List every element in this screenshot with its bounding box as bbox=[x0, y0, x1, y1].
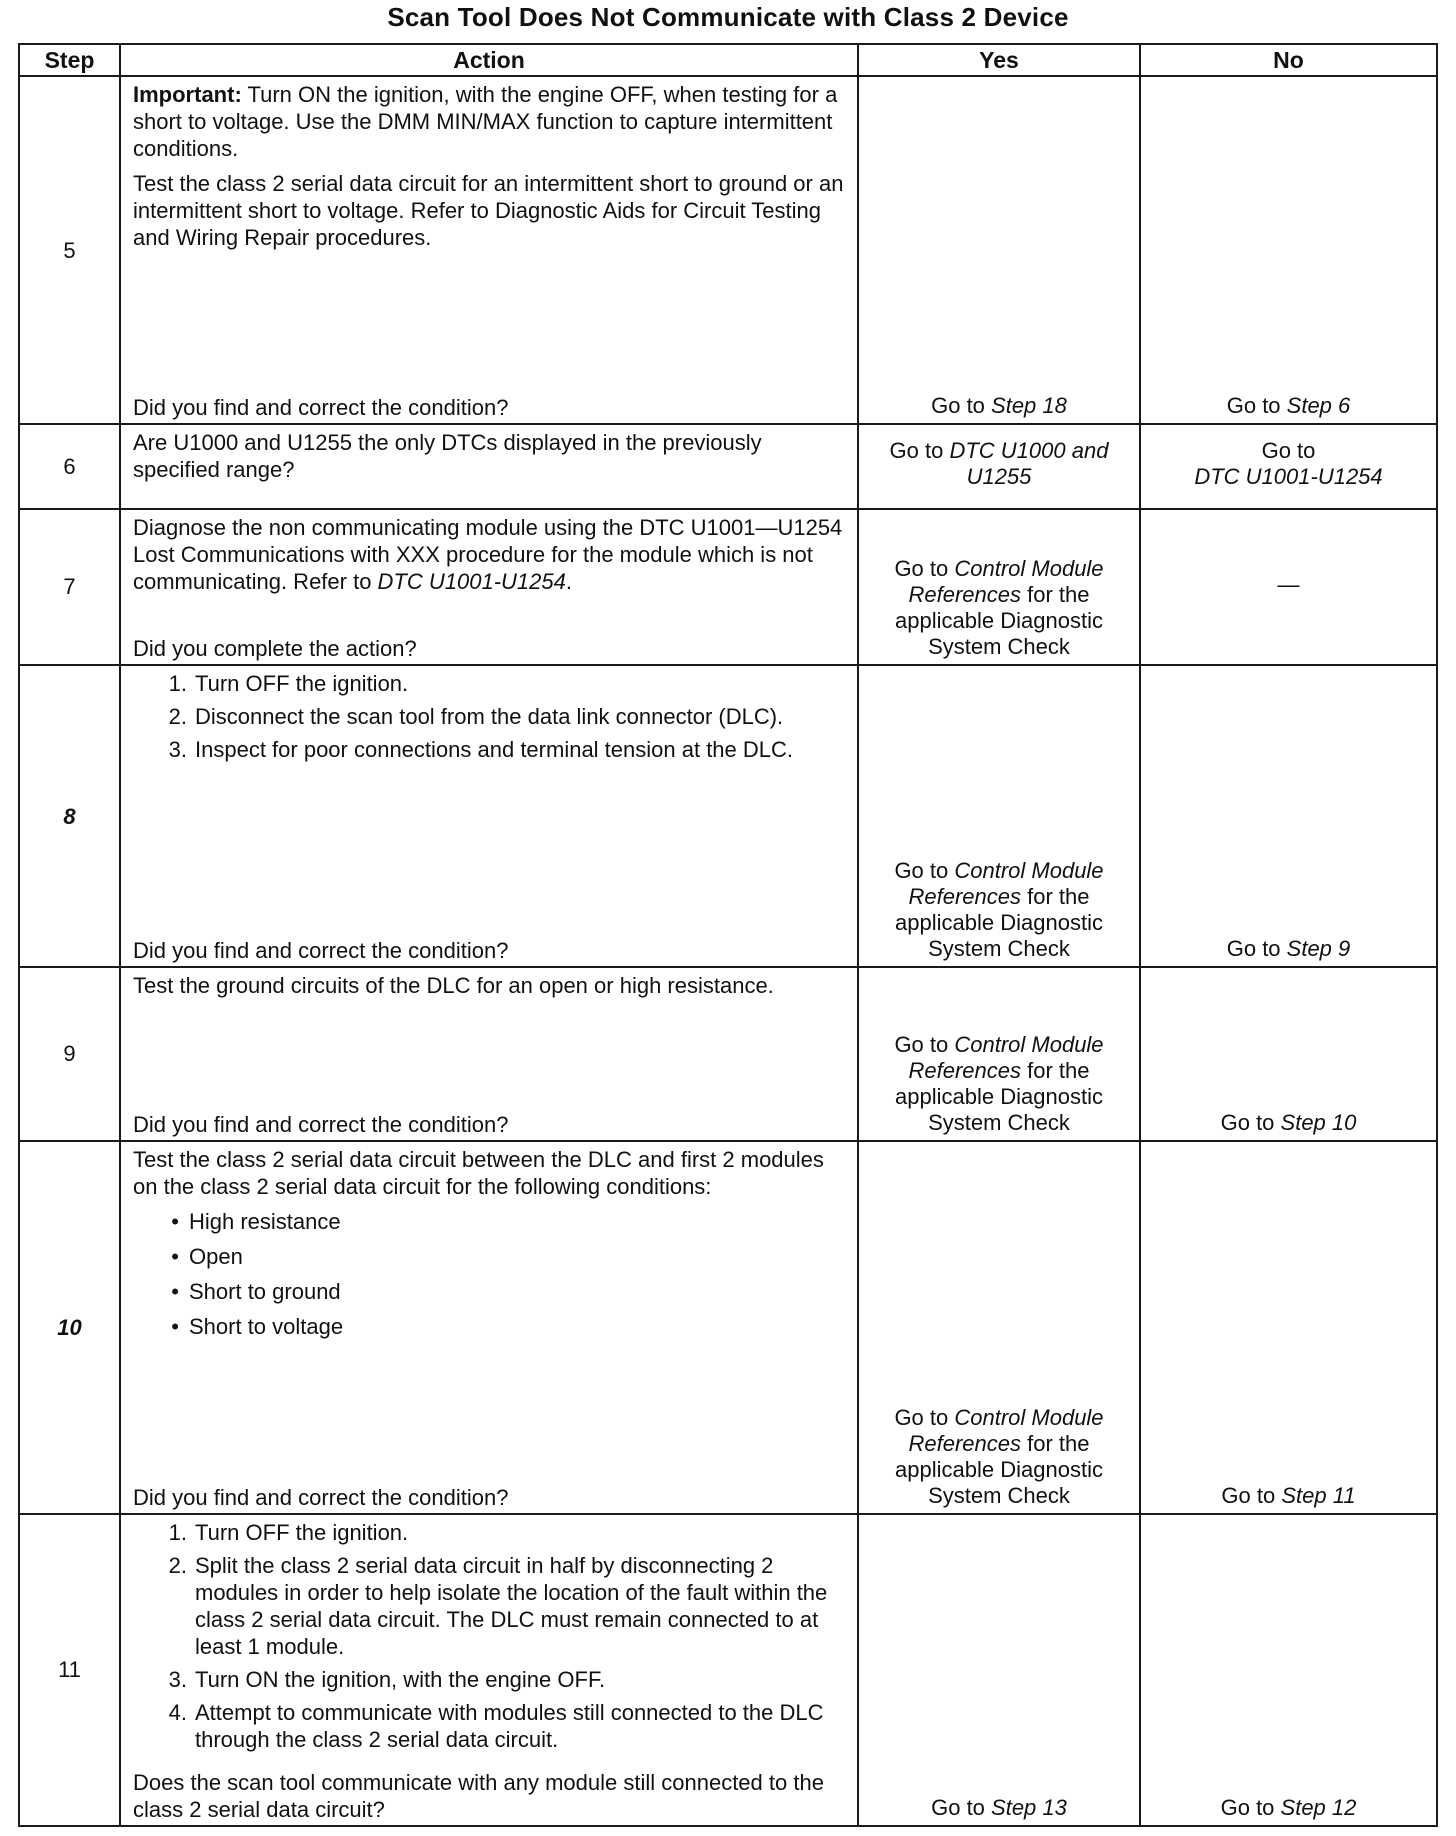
step-number: 9 bbox=[19, 967, 120, 1140]
action-text-prefix: Diagnose the non communicating module using the DTC U1001—U1254 Lost Communications with XXX procedure for the module which is not communicating. Refer to bbox=[133, 514, 843, 594]
yes-link[interactable]: Control Module References bbox=[908, 1031, 1104, 1083]
yes-prefix: Go to bbox=[889, 438, 950, 464]
table-row bbox=[19, 76, 1437, 424]
list-text: High resistance bbox=[189, 1208, 341, 1234]
list-text: Attempt to communicate with modules still connected to the DLC through the class 2 serial data circuit. bbox=[195, 1699, 824, 1752]
no-prefix: Go to bbox=[1220, 1795, 1281, 1820]
step-number: 11 bbox=[19, 1514, 120, 1827]
action-cell bbox=[120, 76, 858, 424]
action-cell bbox=[120, 509, 858, 665]
page-title: Scan Tool Does Not Communicate with Class 2 Device bbox=[387, 2, 1069, 32]
list-item bbox=[133, 1208, 849, 1235]
list-number: 1. bbox=[168, 670, 187, 696]
list-item bbox=[133, 736, 849, 763]
list-text: Turn OFF the ignition. bbox=[195, 670, 409, 696]
no-link[interactable]: Step 6 bbox=[1286, 392, 1351, 418]
list-text: Disconnect the scan tool from the data link connector (DLC). bbox=[195, 703, 784, 729]
list-text: Turn OFF the ignition. bbox=[195, 1519, 409, 1545]
action-text: Test the ground circuits of the DLC for an open or high resistance. bbox=[133, 973, 774, 999]
list-item bbox=[133, 1519, 849, 1546]
yes-link[interactable]: Control Module References bbox=[908, 1404, 1104, 1456]
table-row bbox=[19, 509, 1437, 665]
no-link[interactable]: Step 9 bbox=[1286, 936, 1351, 962]
yes-result bbox=[858, 967, 1140, 1140]
yes-prefix: Go to bbox=[931, 1795, 992, 1820]
list-item bbox=[133, 1699, 849, 1753]
no-link[interactable]: Step 12 bbox=[1280, 1795, 1357, 1820]
list-item bbox=[133, 1666, 849, 1693]
action-header: Action bbox=[120, 44, 858, 76]
step-number: 10 bbox=[19, 1141, 120, 1514]
list-number: 2. bbox=[168, 703, 187, 729]
action-question: Does the scan tool communicate with any module still connected to the class 2 serial data circuit? bbox=[133, 1770, 824, 1822]
no-header: No bbox=[1140, 44, 1437, 76]
action-cell bbox=[120, 967, 858, 1140]
yes-result bbox=[858, 76, 1140, 424]
step-header: Step bbox=[19, 44, 120, 76]
yes-link[interactable]: DTC U1000 and U1255 bbox=[949, 438, 1109, 490]
no-result bbox=[1140, 1514, 1437, 1827]
table-row bbox=[19, 665, 1437, 967]
list-item bbox=[133, 1243, 849, 1270]
yes-suffix: for the applicable Diagnostic System Check bbox=[895, 581, 1103, 659]
no-prefix: Go to bbox=[1220, 1109, 1281, 1135]
no-link[interactable]: Step 11 bbox=[1281, 1482, 1356, 1508]
list-text: Inspect for poor connections and terminal tension at the DLC. bbox=[195, 736, 794, 762]
no-prefix: Go to bbox=[1226, 392, 1287, 418]
numbered-list bbox=[133, 1519, 849, 1759]
action-cell bbox=[120, 1514, 858, 1827]
no-result bbox=[1140, 76, 1437, 424]
step-number: 6 bbox=[19, 424, 120, 509]
action-question: Did you complete the action? bbox=[133, 635, 417, 661]
action-cell bbox=[120, 665, 858, 967]
bullet: • bbox=[171, 1208, 179, 1234]
action-question: Are U1000 and U1255 the only DTCs displayed in the previously specified range? bbox=[133, 429, 762, 482]
table-row bbox=[19, 967, 1437, 1140]
list-text: Open bbox=[189, 1243, 243, 1269]
list-item bbox=[133, 670, 849, 697]
action-cell bbox=[120, 424, 858, 509]
important-note bbox=[133, 81, 849, 162]
dtc-link[interactable]: DTC U1001-U1254 bbox=[377, 568, 566, 594]
numbered-list bbox=[133, 670, 849, 769]
yes-result bbox=[858, 1141, 1140, 1514]
no-result: — bbox=[1140, 509, 1437, 665]
important-text: Turn ON the ignition, with the engine OFF, when testing for a short to voltage. Use the DMM MIN/MAX function to capture intermittent conditions. bbox=[133, 82, 838, 162]
yes-prefix: Go to bbox=[894, 1404, 955, 1430]
table-row bbox=[19, 1141, 1437, 1514]
no-prefix: Go to bbox=[1261, 438, 1316, 464]
no-link[interactable]: Step 10 bbox=[1280, 1109, 1357, 1135]
yes-suffix: for the applicable Diagnostic System Check bbox=[895, 1430, 1103, 1508]
yes-prefix: Go to bbox=[894, 555, 955, 581]
list-number: 4. bbox=[168, 1699, 187, 1725]
yes-prefix: Go to bbox=[894, 858, 955, 884]
list-item bbox=[133, 1278, 849, 1305]
step-number: 7 bbox=[19, 509, 120, 665]
list-text: Short to ground bbox=[189, 1278, 341, 1304]
diagnostic-table bbox=[18, 43, 1438, 1827]
list-number: 3. bbox=[168, 736, 187, 762]
yes-prefix: Go to bbox=[931, 392, 992, 418]
list-text: Split the class 2 serial data circuit in half by disconnecting 2 modules in order to help isolate the location of the fault within the class 2 serial data circuit. The DLC must remain connected to at least 1 module. bbox=[195, 1552, 828, 1659]
list-number: 3. bbox=[168, 1666, 187, 1692]
no-result bbox=[1140, 1141, 1437, 1514]
no-result bbox=[1140, 665, 1437, 967]
list-text: Turn ON the ignition, with the engine OFF. bbox=[195, 1666, 606, 1692]
yes-result bbox=[858, 665, 1140, 967]
yes-result bbox=[858, 509, 1140, 665]
yes-header: Yes bbox=[858, 44, 1140, 76]
yes-result bbox=[858, 1514, 1140, 1827]
no-prefix: Go to bbox=[1226, 936, 1287, 962]
action-text-suffix: . bbox=[565, 568, 572, 594]
bullet-list bbox=[133, 1208, 849, 1340]
yes-link[interactable]: Step 18 bbox=[991, 392, 1067, 418]
action-text: Test the class 2 serial data circuit for an intermittent short to ground or an intermittent short to voltage. Refer to Diagnostic Aids for Circuit Testing and Wiring Repair procedures. bbox=[133, 171, 844, 251]
no-result bbox=[1140, 424, 1437, 509]
yes-suffix: for the applicable Diagnostic System Check bbox=[895, 1057, 1103, 1135]
action-question: Did you find and correct the condition? bbox=[133, 1111, 509, 1137]
bullet: • bbox=[171, 1278, 179, 1304]
yes-link[interactable]: Step 13 bbox=[991, 1795, 1067, 1820]
bullet: • bbox=[171, 1243, 179, 1269]
table-row bbox=[19, 424, 1437, 509]
yes-result bbox=[858, 424, 1140, 509]
list-item bbox=[133, 1313, 849, 1340]
table-row bbox=[19, 1514, 1437, 1827]
action-question: Did you find and correct the condition? bbox=[133, 394, 509, 420]
action-text bbox=[133, 514, 849, 595]
bullet: • bbox=[171, 1313, 179, 1339]
action-question: Did you find and correct the condition? bbox=[133, 938, 509, 964]
action-cell bbox=[120, 1141, 858, 1514]
step-number: 8 bbox=[19, 665, 120, 967]
header-row bbox=[19, 44, 1437, 76]
no-link[interactable]: DTC U1001-U1254 bbox=[1194, 464, 1383, 490]
yes-prefix: Go to bbox=[894, 1031, 955, 1057]
list-text: Short to voltage bbox=[189, 1313, 344, 1339]
action-text: Test the class 2 serial data circuit between the DLC and first 2 modules on the class 2 serial data circuit for the following conditions: bbox=[133, 1146, 824, 1199]
no-result bbox=[1140, 967, 1437, 1140]
yes-link[interactable]: Control Module References bbox=[908, 858, 1104, 910]
list-item bbox=[133, 703, 849, 730]
yes-suffix: for the applicable Diagnostic System Check bbox=[895, 884, 1103, 962]
yes-link[interactable]: Control Module References bbox=[908, 555, 1104, 607]
list-number: 2. bbox=[168, 1552, 187, 1578]
step-number: 5 bbox=[19, 76, 120, 424]
important-label: Important: bbox=[133, 82, 242, 108]
list-item bbox=[133, 1552, 849, 1660]
no-prefix: Go to bbox=[1221, 1482, 1282, 1508]
list-number: 1. bbox=[168, 1519, 187, 1545]
action-question: Did you find and correct the condition? bbox=[133, 1484, 509, 1510]
